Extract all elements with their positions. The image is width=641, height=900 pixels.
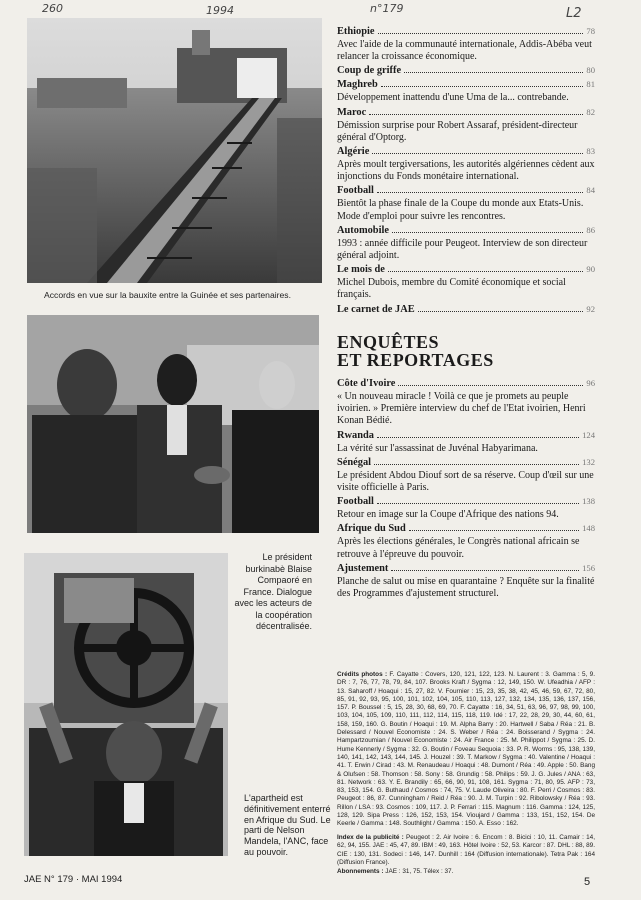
section-title-line-2: ET REPORTAGES (337, 350, 494, 370)
toc-entry (337, 184, 595, 222)
toc-entry-page: 96 (586, 378, 595, 388)
toc-entry-desc: Le président Abdou Diouf sort de sa réserve. Coup d'œil sur une visite officielle à Paris. (337, 469, 594, 494)
toc-entry-page: 92 (586, 303, 595, 314)
annotation-top-mid: 1994 (206, 4, 234, 17)
toc-entry-desc: Michel Dubois, membre du Comité économique et social français. (337, 277, 566, 301)
toc-entry-label: Côte d'Ivoire (337, 378, 396, 389)
toc-entry-label: Football (337, 496, 374, 508)
toc-entry (337, 377, 595, 428)
toc-entry-label: Le mois de (337, 264, 385, 276)
photo-mandela-anc (24, 553, 228, 856)
toc-entry-desc: 1993 : année difficile pour Peugeot. Interview de son directeur général adjoint. (337, 237, 588, 262)
toc-entry (337, 106, 595, 144)
toc-entry-page: 86 (586, 224, 595, 235)
toc-entry-page: 156 (582, 562, 595, 573)
toc-entry (337, 224, 595, 262)
toc-entry-desc: Après les élections générales, le Congrès national africain se retrouve à l'épreuve du pouvoir. (337, 536, 580, 560)
annotation-corner: L2 (566, 6, 582, 21)
toc-entry-label: Maghreb (337, 79, 378, 91)
photo-handshake (27, 315, 319, 533)
toc-entry (337, 522, 595, 560)
footer-page-number: 5 (584, 876, 591, 888)
toc-entry-label: Automobile (337, 224, 389, 236)
toc-entry (337, 25, 595, 63)
toc-entry-label: Ajustement (337, 562, 389, 574)
toc-entry (337, 78, 595, 104)
toc-entry-label: Algérie (337, 146, 370, 158)
annotation-top-right: n°179 (370, 2, 404, 15)
toc-entry-label: Football (337, 185, 374, 197)
credits-photos-text: F. Cayatte : Covers, 120, 121, 122, 123. N. Laurent : 3. Gamma : 5, 9. DR : 7, 76, 77, 78, 79, 84, 107. Brooks Kraft / Sygma : 12, 149, 150. W. Ufeadhia / AFP : 13. Saharoff / Hoaqui : 15, 27, 82. V. Fournier : 15, 23, 35, 38, 42, 45, 46, 59, 67, 72, 80, 85, 91, 92, 93, 95, 100, 101, 102, 104, 105, 110, 113, 127, 132, 134, 135, 136, 137, 156, 157. P. Boussel : 5, 15, 28, 30, 68, 69, 70. F. Cayatte : 16, 34, 51, 63, 96, 97, 98, 99, 100, 103, 104, 105, 109, 110, 111, 112, 114, 115, 118, 119. Idé : 17, 22, 28, 29, 30, 44, 60, 61, 158, 159, 160. G. Boutin / Hoaqui : 19. M. Alpha Barry : 20. Hartwell / Saba / Réa : 21. B. Delessard / Nouvel Economiste : 24. S. Weber / Réa : 24. Boisserand / Sygma : 24. Hampartzoumian / Nouvel Economiste : 24. Air France : 25. M. Philippot / Sygma : 25. D. Hume Kennerly / Sygma : 32. G. Boutin / Foveau Sequoia : 33. P. R. Worms : 95, 138, 139, 140, 141, 142, 143, 144, 145. J. Houzel : 39. T. Markow / Sygma : 40. Valentine / Hoaqui : 41. T. Erwin / Cirad : 43. M. Renaudeau / Hoaqui : 48. Dumont / Réa : 49. Apple : 50. Bang & Olufsen : 58. Thomson : 58. Sony : 58. Grundig : 58. Philips : 59. J. G. Jules / ANA : 63, 81. Network : 63. Y. E. Brandily : 65, 66, 90, 91, 108, 161. Sygma : 71, 80, 95. AFP : 73, 83, 153, 154. G. Buthaud / Cosmos : 74, 75. V. Laude Oliveira : 80. F. Perri / Cosmos : 83. Peugeot : 86, 87. Cunningham / Reid / Réa : 90. J. M. Turpin : 92. Ribolowsky / Réa : 93. Rillon / LSA : 93. Cosmos : 109, 117. J. P. Ferrari : 115. Magnum : 116. Gamma : 124, 125, 128, 129. Sipa Press : 126, 152, 153, 154. Vioujard / Gamma : 133, 151, 152, 154. De Keerle / Gamma : 148. Southlight / Gamma : 150. A. Esso : 162. (337, 671, 595, 828)
credits-ads-label: Index de la publicité : (337, 834, 404, 841)
toc-entry-page: 90 (586, 264, 595, 275)
toc-entry-label: Rwanda (337, 429, 374, 441)
toc-entry-page: 80 (586, 65, 595, 76)
credits-photos-label: Crédits photos : (337, 671, 388, 678)
photo-caption-3: L'apartheid est définitivement enterré en Afrique du Sud. Le parti de Nelson Mandela, l'ANC, face au pouvoir. (244, 793, 331, 857)
toc-entry-desc: La vérité sur l'assassinat de Juvénal Habyarimana. (337, 442, 538, 454)
toc-entry (337, 303, 595, 316)
toc-entry-page: 81 (586, 79, 595, 90)
toc-entry-desc: Planche de salut ou mise en quarantaine ? Enquête sur la finalité des Programmes d'ajustement structurel. (337, 575, 595, 600)
credits-subscriptions-text: JAE : 31, 75. Télex : 37. (385, 868, 454, 875)
toc-top (337, 25, 595, 317)
toc-entry-page: 83 (586, 146, 595, 157)
toc-entry-label: Ethiopie (337, 26, 375, 37)
toc-entry-page: 84 (586, 185, 595, 196)
toc-entry-desc: Bientôt la phase finale de la Coupe du monde aux Etats-Unis. Mode d'emploi pour suivre les rencontres. (337, 198, 584, 222)
footer-issue: JAE N° 179 · MAI 1994 (24, 874, 123, 885)
toc-entry-label: Le carnet de JAE (337, 303, 415, 315)
credits-ads (337, 834, 595, 867)
toc-entry-label: Sénégal (337, 456, 372, 468)
section-title (337, 333, 595, 369)
toc-entry (337, 429, 595, 455)
photo-bauxite-conveyor (27, 18, 322, 283)
section-title-line-1: ENQUÊTES (337, 332, 440, 352)
toc-entry (337, 64, 595, 77)
toc-entry-page: 78 (586, 26, 595, 36)
photo-caption-2: Le président burkinabè Blaise Compaoré en France. Dialogue avec les acteurs de la coopération décentralisée. (234, 552, 312, 631)
toc-entry-label: Coup de griffe (337, 65, 402, 77)
credits-ads-text: Peugeot : 2. Air Ivoire : 6. Encom : 8. Bicici : 10, 11. Camair : 14, 62, 94, 155. JAE : 45, 47, 89. IBM : 49, 163. Hôtel Ivoire : 52, 53. Karcor : 87. DHL : 88, 89. CIE : 130, 131. Sodeci : 146, 147. Dunhill : 164 (Diffusion internationale). Tetra Pak : 164 (Diffusion France). (337, 834, 595, 866)
toc-entry-desc: Après moult tergiversations, les autorités algériennes cèdent aux injonctions du Fonds monétaire international. (337, 159, 595, 183)
toc-entry-desc: Avec l'aide de la communauté internationale, Addis-Abéba veut relancer la croissance économique. (337, 39, 592, 63)
toc-entry-label: Afrique du Sud (337, 523, 406, 535)
annotation-top-left: 260 (42, 2, 63, 15)
toc-entry-page: 148 (582, 523, 595, 534)
toc-entry (337, 562, 595, 600)
toc-entry-page: 82 (586, 106, 595, 117)
credits-subscriptions-label: Abonnements : (337, 868, 384, 875)
toc-entry (337, 263, 595, 301)
photo-caption-1: Accords en vue sur la bauxite entre la Guinée et ses partenaires. (44, 290, 291, 300)
toc-entry-page: 132 (582, 456, 595, 467)
credits-photos (337, 671, 595, 829)
toc-entry-desc: Démission surprise pour Robert Assaraf, président-directeur général d'Optorg. (337, 119, 578, 143)
toc-bottom (337, 377, 595, 601)
toc-entry-page: 124 (582, 429, 595, 440)
toc-entry-desc: Développement inattendu d'une Uma de la... contrebande. (337, 92, 569, 104)
credits-subscriptions (337, 868, 595, 876)
toc-entry (337, 145, 595, 183)
toc-entry-desc: Retour en image sur la Coupe d'Afrique des nations 94. (337, 509, 559, 521)
toc-entry-desc: « Un nouveau miracle ! Voilà ce que je promets au peuple ivoirien. » Première interview du chef de l'Etat ivoirien, Henri Konan Bédié. (337, 391, 586, 427)
toc-entry-label: Maroc (337, 106, 367, 118)
toc-entry (337, 495, 595, 521)
toc-entry-page: 138 (582, 496, 595, 507)
toc-entry (337, 456, 595, 494)
